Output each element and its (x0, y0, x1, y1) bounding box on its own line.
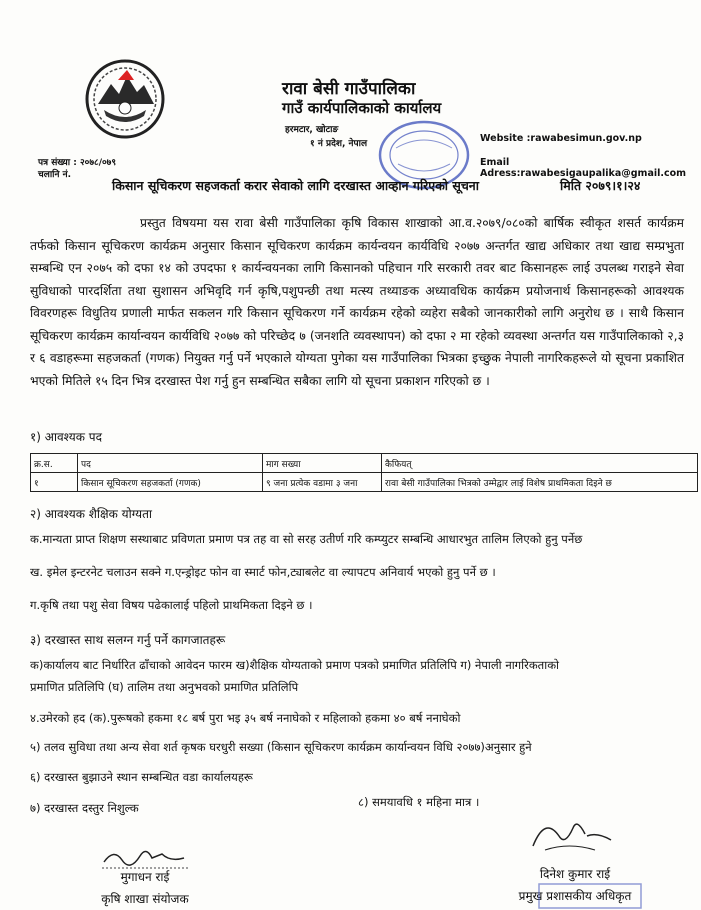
table-cell: १ (31, 473, 78, 492)
email-text: Email Adress:rawabesigaupalika@gmail.com (480, 157, 687, 179)
table-header-cell: कैफियत् (382, 454, 698, 473)
submission-place: ६) दरखास्त बुझाउने स्थान सम्बन्धित वडा कार्यालयहरू (30, 770, 253, 784)
reference-block (38, 157, 116, 181)
documents-line2: प्रमाणित प्रतिलिपि (घ) तालिम तथा अनुभवको प्रमाणित प्रतिलिपि (30, 680, 299, 694)
table-cell: किसान सूचिकरण सहजकर्ता (गणक) (78, 473, 263, 492)
documents-line1: क)कार्यालय बाट निर्धारित ढाँचाको आवेदन फारम ख)शैक्षिक योग्यताको प्रमाण पत्रको प्रमाणित प्रतिलिपि ग) नेपाली नागरिकताको (30, 658, 560, 672)
table-cell: रावा बेसी गाउँपालिका भित्रको उम्मेद्वार लाई विशेष प्राथमिकता दिइने छ (382, 473, 698, 492)
dispatch-number: चलानि नं. (38, 170, 72, 180)
application-fee: ७) दरखास्त दस्तुर निशुल्क (30, 801, 139, 815)
posts-table (30, 453, 698, 492)
signatory-right-title: प्रमुख प्रशासकीय अधिकृत (518, 889, 632, 903)
age-limit: ४.उमेरको हद (क).पुरूषको हकमा १८ बर्ष पुरा भइ ३५ बर्ष ननाघेको र महिलाको हकमा ४० बर्ष ननाघेको (30, 711, 461, 725)
table-cell: ९ जना प्रत्येक वडामा ३ जना (263, 473, 382, 492)
notice-body (30, 212, 684, 392)
signature-right (525, 806, 615, 856)
body-paragraph: प्रस्तुत विषयमा यस रावा बेसी गाउँपालिका कृषि विकास शाखाको आ.व.२०७९/०८०को बार्षिक स्वीकृत शसर्त कार्यक्रम तर्फको किसान सूचिकरण कार्यक्रम अनुसार किसान सूचिकरण कार्यक्रम कार्यन्वयन कार्यविधि २०७७ अन्तर्गत खाद्य अधिकार तथा खाद्य सम्प्रभुता सम्बन्धि एन २०७५ को दफा १४ को उपदफा १ कार्यन्वयनका लागि किसानको पहिचान गरि सरकारी तवर बाट किसानहरू लाई उपलब्ध गराइने सेवा सुविधाको पारदर्शिता तथा सुशासन अभिवृदि गर्न कृषि,पशुपन्छी तथा मत्स्य तथ्याङक अध्यावधिक कार्यक्रम प्रयोजनार्थ किसानहरूको आवश्यक विवरणहरू विधुतिय प्रणाली मार्फत सकलन गरि किसान सूचिकरण गर्ने कार्यक्रम रहेको व्यहेरा सबैको जानकारीको लागि अनुरोध छ । साथै किसान सूचिकरण कार्यक्रम कार्यान्वयन कार्यविधि २०७७ को परिच्छेद ७ (जनशति व्यवस्थापन) को दफा २ मा रहेको व्यवस्था अन्तर्गत यस गाउँपालिकाको २,३ र ६ वडाहरूमा सहजकर्ता (गणक) नियुक्त गर्नु पर्ने भएकाले योग्यता पुगेका यस गाउँपालिका भित्रका इच्छुक नेपाली नागरिकहरूले यो सूचना प्रकाशित भएको मितिले १५ दिन भित्र दरखास्त पेश गर्नु हुन सम्बन्धित सबैका लागि यो सूचना प्रकाशन गरिएको छ । (30, 216, 684, 388)
website-text: Website :rawabesimun.gov.np (480, 133, 642, 144)
table-row (31, 473, 698, 492)
officer-stamp (535, 880, 645, 910)
qualification-c: ग.कृषि तथा पशु सेवा विषय पढेकालाई पहिलो प्राथमिकता दिइने छ । (30, 598, 313, 612)
notice-date: मिति २०७९।१।२४ (560, 178, 641, 193)
qualification-a: क.मान्यता प्राप्त शिक्षण सस्थाबाट प्रविणता प्रमाण पत्र तह वा सो सरह उतीर्ण गरि कम्प्युटर सम्बन्धि आधारभुत तालिम लिएको हुनु पर्नेछ (30, 532, 583, 546)
org-name: रावा बेसी गाउँपालिका (282, 79, 416, 99)
table-header-cell: पद (78, 454, 263, 473)
signatory-left-name: मुगाधन राई (120, 870, 170, 884)
table-header-cell: माग सख्या (263, 454, 382, 473)
section-education: २) आवश्यक शैक्षिक योग्यता (30, 507, 153, 521)
signatory-left-title: कृषि शाखा संयोजक (101, 892, 189, 906)
office-address-line1: हरमटार, खोटाङ (285, 125, 339, 135)
table-header-row (31, 454, 698, 473)
salary-terms: ५) तलव सुविधा तथा अन्य सेवा शर्त कृषक घरधुरी सख्या (किसान सूचिकरण कार्यक्रम कार्यान्वयन विधि २०७७)अनुसार हुने (30, 740, 532, 754)
table-header-cell: क्र.स. (31, 454, 78, 473)
signatory-right-name: दिनेश कुमार राई (539, 867, 611, 881)
section-documents: ३) दरखास्त साथ सलग्न गर्नु पर्ने कागजातहरू (30, 633, 226, 647)
government-emblem-logo (84, 58, 166, 140)
letter-number: पत्र संख्या : २०७८/०७९ (38, 158, 117, 168)
qualification-b: ख. इमेल इन्टरनेट चलाउन सक्ने ग.एन्ड्रोइट फोन वा स्मार्ट फोन,ट्याबलेट वा ल्यापटप अनिवार्य भएको हुनु पर्ने छ । (30, 565, 496, 579)
section-required-posts: १) आवश्यक पद (30, 430, 102, 444)
notice-subject: किसान सूचिकरण सहजकर्ता करार सेवाको लागि दरखास्त आव्हान गरिएको सूचना (112, 178, 479, 193)
application-deadline: ८) समयावधि १ महिना मात्र । (358, 795, 480, 809)
office-name: गाउँ कार्यपालिकाको कार्यालय (282, 99, 442, 117)
office-address-line2: १ नं प्रदेश, नेपाल (310, 139, 368, 149)
